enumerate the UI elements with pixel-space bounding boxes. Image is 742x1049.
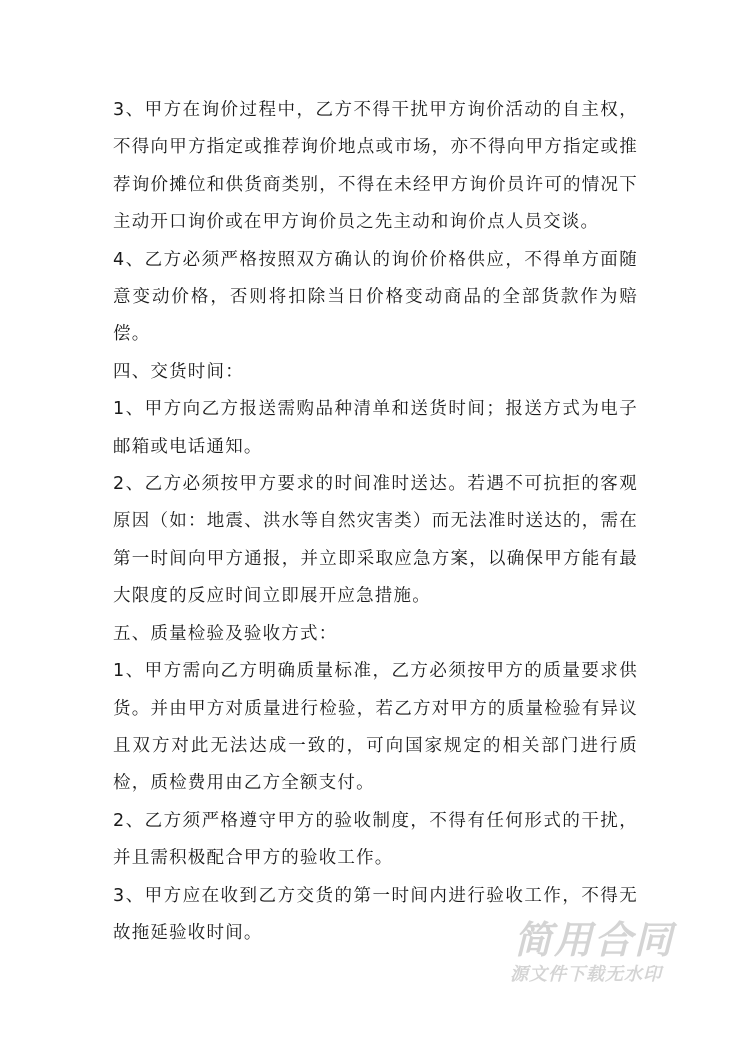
watermark [508,918,698,998]
quality-clause-2: 2、乙方须严格遵守甲方的验收制度，不得有任何形式的干扰，并且需积极配合甲方的验收工作。 [113,810,638,869]
delivery-clause-2: 2、乙方必须按甲方要求的时间准时送达。若遇不可抗拒的客观原因（如：地震、洪水等自然灾害类）而无法准时送达的，需在第一时间向甲方通报，并立即采取应急方案，以确保甲方能有最大限度的反应时间立即展开应急措施。 [113,474,638,607]
watermark-title: 简用合同 [514,918,675,962]
clause-3-inquiry-autonomy: 3、甲方在询价过程中，乙方不得干扰甲方询价活动的自主权，不得向甲方指定或推荐询价地点或市场，亦不得向甲方指定或推荐询价摊位和供货商类别，不得在未经甲方询价员许可的情况下主动开口询价或在甲方询价员之先主动和询价点人员交谈。 [113,100,638,233]
clause-4-price-supply: 4、乙方必须严格按照双方确认的询价价格供应，不得单方面随意变动价格，否则将扣除当日价格变动商品的全部货款作为赔偿。 [113,249,638,345]
delivery-clause-1: 1、甲方向乙方报送需购品种清单和送货时间；报送方式为电子邮箱或电话通知。 [113,399,638,457]
watermark-subtitle: 源文件下载无水印 [510,964,662,985]
section-heading-delivery-time: 四、交货时间： [113,361,244,382]
section-heading-quality-inspection: 五、质量检验及验收方式： [113,623,338,644]
quality-clause-3: 3、甲方应在收到乙方交货的第一时间内进行验收工作，不得无故拖延验收时间。 [113,885,638,943]
quality-clause-1: 1、甲方需向乙方明确质量标准，乙方必须按甲方的质量要求供货。并由甲方对质量进行检验，若乙方对甲方的质量检验有异议且双方对此无法达成一致的，可向国家规定的相关部门进行质检，质检费用由乙方全额支付。 [113,661,638,794]
document-body [113,92,638,952]
